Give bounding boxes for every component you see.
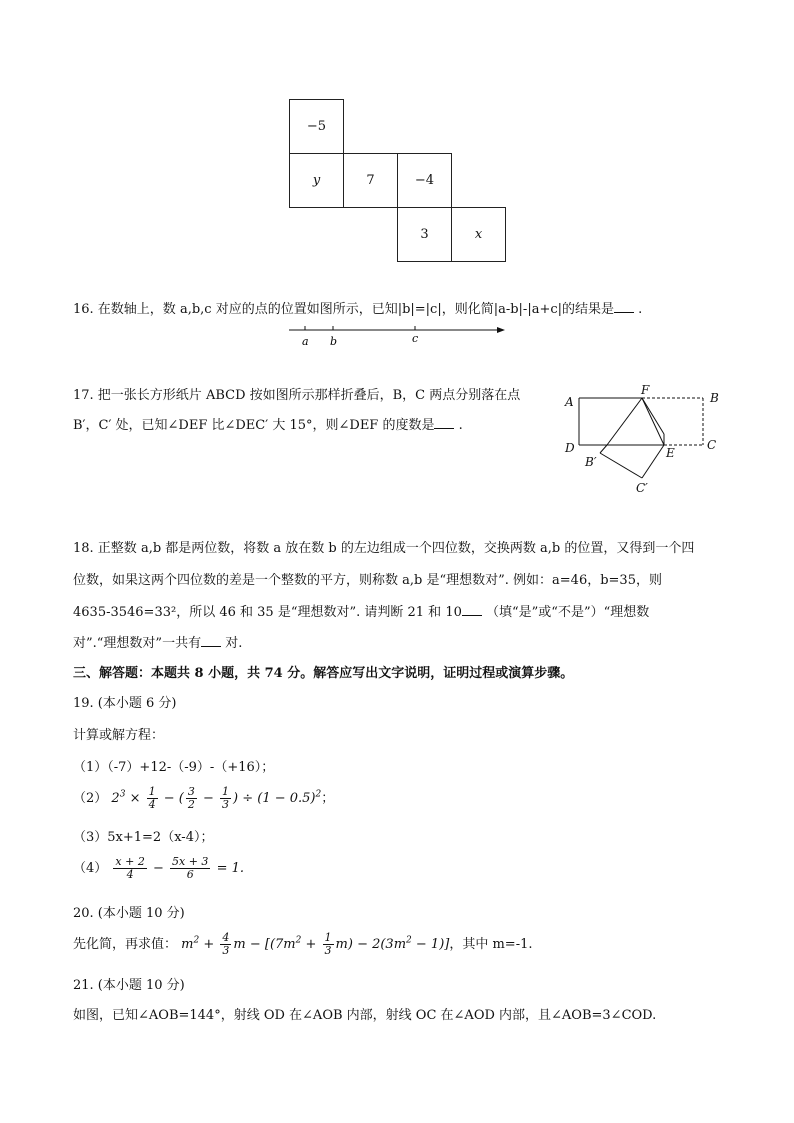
label-B-prime: B′ [585, 455, 597, 469]
label-C: C [707, 438, 717, 452]
question-16 [73, 298, 642, 317]
folding-figure [560, 382, 730, 500]
question-18-line2: 位数，如果这两个四位数的差是一个整数的平方，则称数 a,b 是“理想数对”. 例如：a=46，b=35，则 [73, 573, 662, 588]
answer-blank [434, 416, 454, 429]
question-18-line3 [73, 601, 649, 620]
math-expression: $m^2$ + $\frac{4}{3}$ $m - [(7m^2$ + $\frac{1}{3}$ $m) - 2(3m^2 - 1)$] [181, 931, 450, 957]
net-cell: −5 [289, 99, 344, 154]
q19-item-2: （2） $2^3$ × $\frac{1}{4}$ − ( $\frac{3}{2}$ − $\frac{1}{3}$ ) ÷ $(1 - 0.5)^2$； [73, 785, 335, 811]
answer-blank [201, 634, 221, 647]
q17-text: B′，C′ 处，已知∠DEF 比∠DEC′ 大 15°，则∠DEF 的度数是 [73, 418, 435, 433]
point-label-b: b [330, 335, 338, 348]
q19-item-1: （1）（-7）+12-（-9）-（+16）； [73, 760, 275, 775]
q19-item-4 [73, 856, 244, 881]
q17-suffix: . [458, 418, 463, 433]
label-E: E [666, 446, 675, 460]
q16-text: 16. 在数轴上，数 a,b,c 对应的点的位置如图所示，已知|b|=|c|，则化简|a-b|-|a+c|的结果是 [73, 302, 615, 317]
question-19-head: 19. (本小题 6 分) [73, 696, 177, 711]
question-17-line2 [73, 414, 463, 433]
q19-item-3: （3）5x+1=2（x-4）； [73, 830, 214, 845]
label-B: B [710, 391, 719, 405]
net-cell: 3 [397, 207, 452, 262]
question-20-body [73, 932, 533, 957]
q19-item-4-label: （4） [73, 861, 108, 876]
q20-suffix: ，其中 m=-1. [449, 937, 533, 952]
net-cell: x [451, 207, 506, 262]
net-cell: 7 [343, 153, 398, 208]
question-20-head: 20. (本小题 10 分) [73, 906, 185, 921]
answer-blank [462, 603, 482, 616]
math-expression: $\frac{x + 2}{4}$ − $\frac{5x + 3}{6}$ = 1. [115, 855, 244, 881]
net-cell: y [289, 153, 344, 208]
question-21-head: 21. (本小题 10 分) [73, 978, 185, 993]
label-A: A [565, 395, 574, 409]
section-heading: 三、解答题：本题共 8 小题，共 74 分。解答应写出文字说明，证明过程或演算步骤。 [73, 666, 574, 681]
question-17-line1: 17. 把一张长方形纸片 ABCD 按如图所示那样折叠后，B，C 两点分别落在点 [73, 388, 521, 403]
label-F: F [641, 383, 650, 397]
question-21-text: 如图，已知∠AOB=144°，射线 OD 在∠AOB 内部，射线 OC 在∠AOD 内部，且∠AOB=3∠COD. [73, 1008, 657, 1023]
number-line-figure [285, 318, 510, 350]
net-cell: −4 [397, 153, 452, 208]
question-18-line1: 18. 正整数 a,b 都是两位数，将数 a 放在数 b 的左边组成一个四位数，交换两数 a,b 的位置，又得到一个四 [73, 541, 695, 556]
question-19-intro: 计算或解方程： [73, 728, 165, 743]
q20-prefix: 先化简，再求值： [73, 937, 178, 952]
answer-blank [614, 300, 634, 313]
q18-text: 4635-3546=33²，所以 46 和 35 是“理想数对”. 请判断 21 和 10 [73, 605, 462, 620]
math-expression: $2^3$ × $\frac{1}{4}$ − ( $\frac{3}{2}$ − $\frac{1}{3}$ ) ÷ $(1 - 0.5)^2$ [111, 785, 322, 811]
label-C-prime: C′ [636, 481, 648, 495]
point-label-a: a [302, 335, 309, 348]
q18-text-4: 对. [225, 636, 243, 651]
q18-text-2: （填“是”或“不是”）“理想数 [486, 605, 650, 620]
question-18-line4 [73, 632, 242, 651]
q18-text-3: 对”.“理想数对”一共有 [73, 636, 202, 651]
q19-item-2-label: （2） [73, 791, 108, 806]
point-label-c: c [412, 332, 419, 345]
q16-suffix: . [638, 302, 643, 317]
label-D: D [565, 441, 575, 455]
